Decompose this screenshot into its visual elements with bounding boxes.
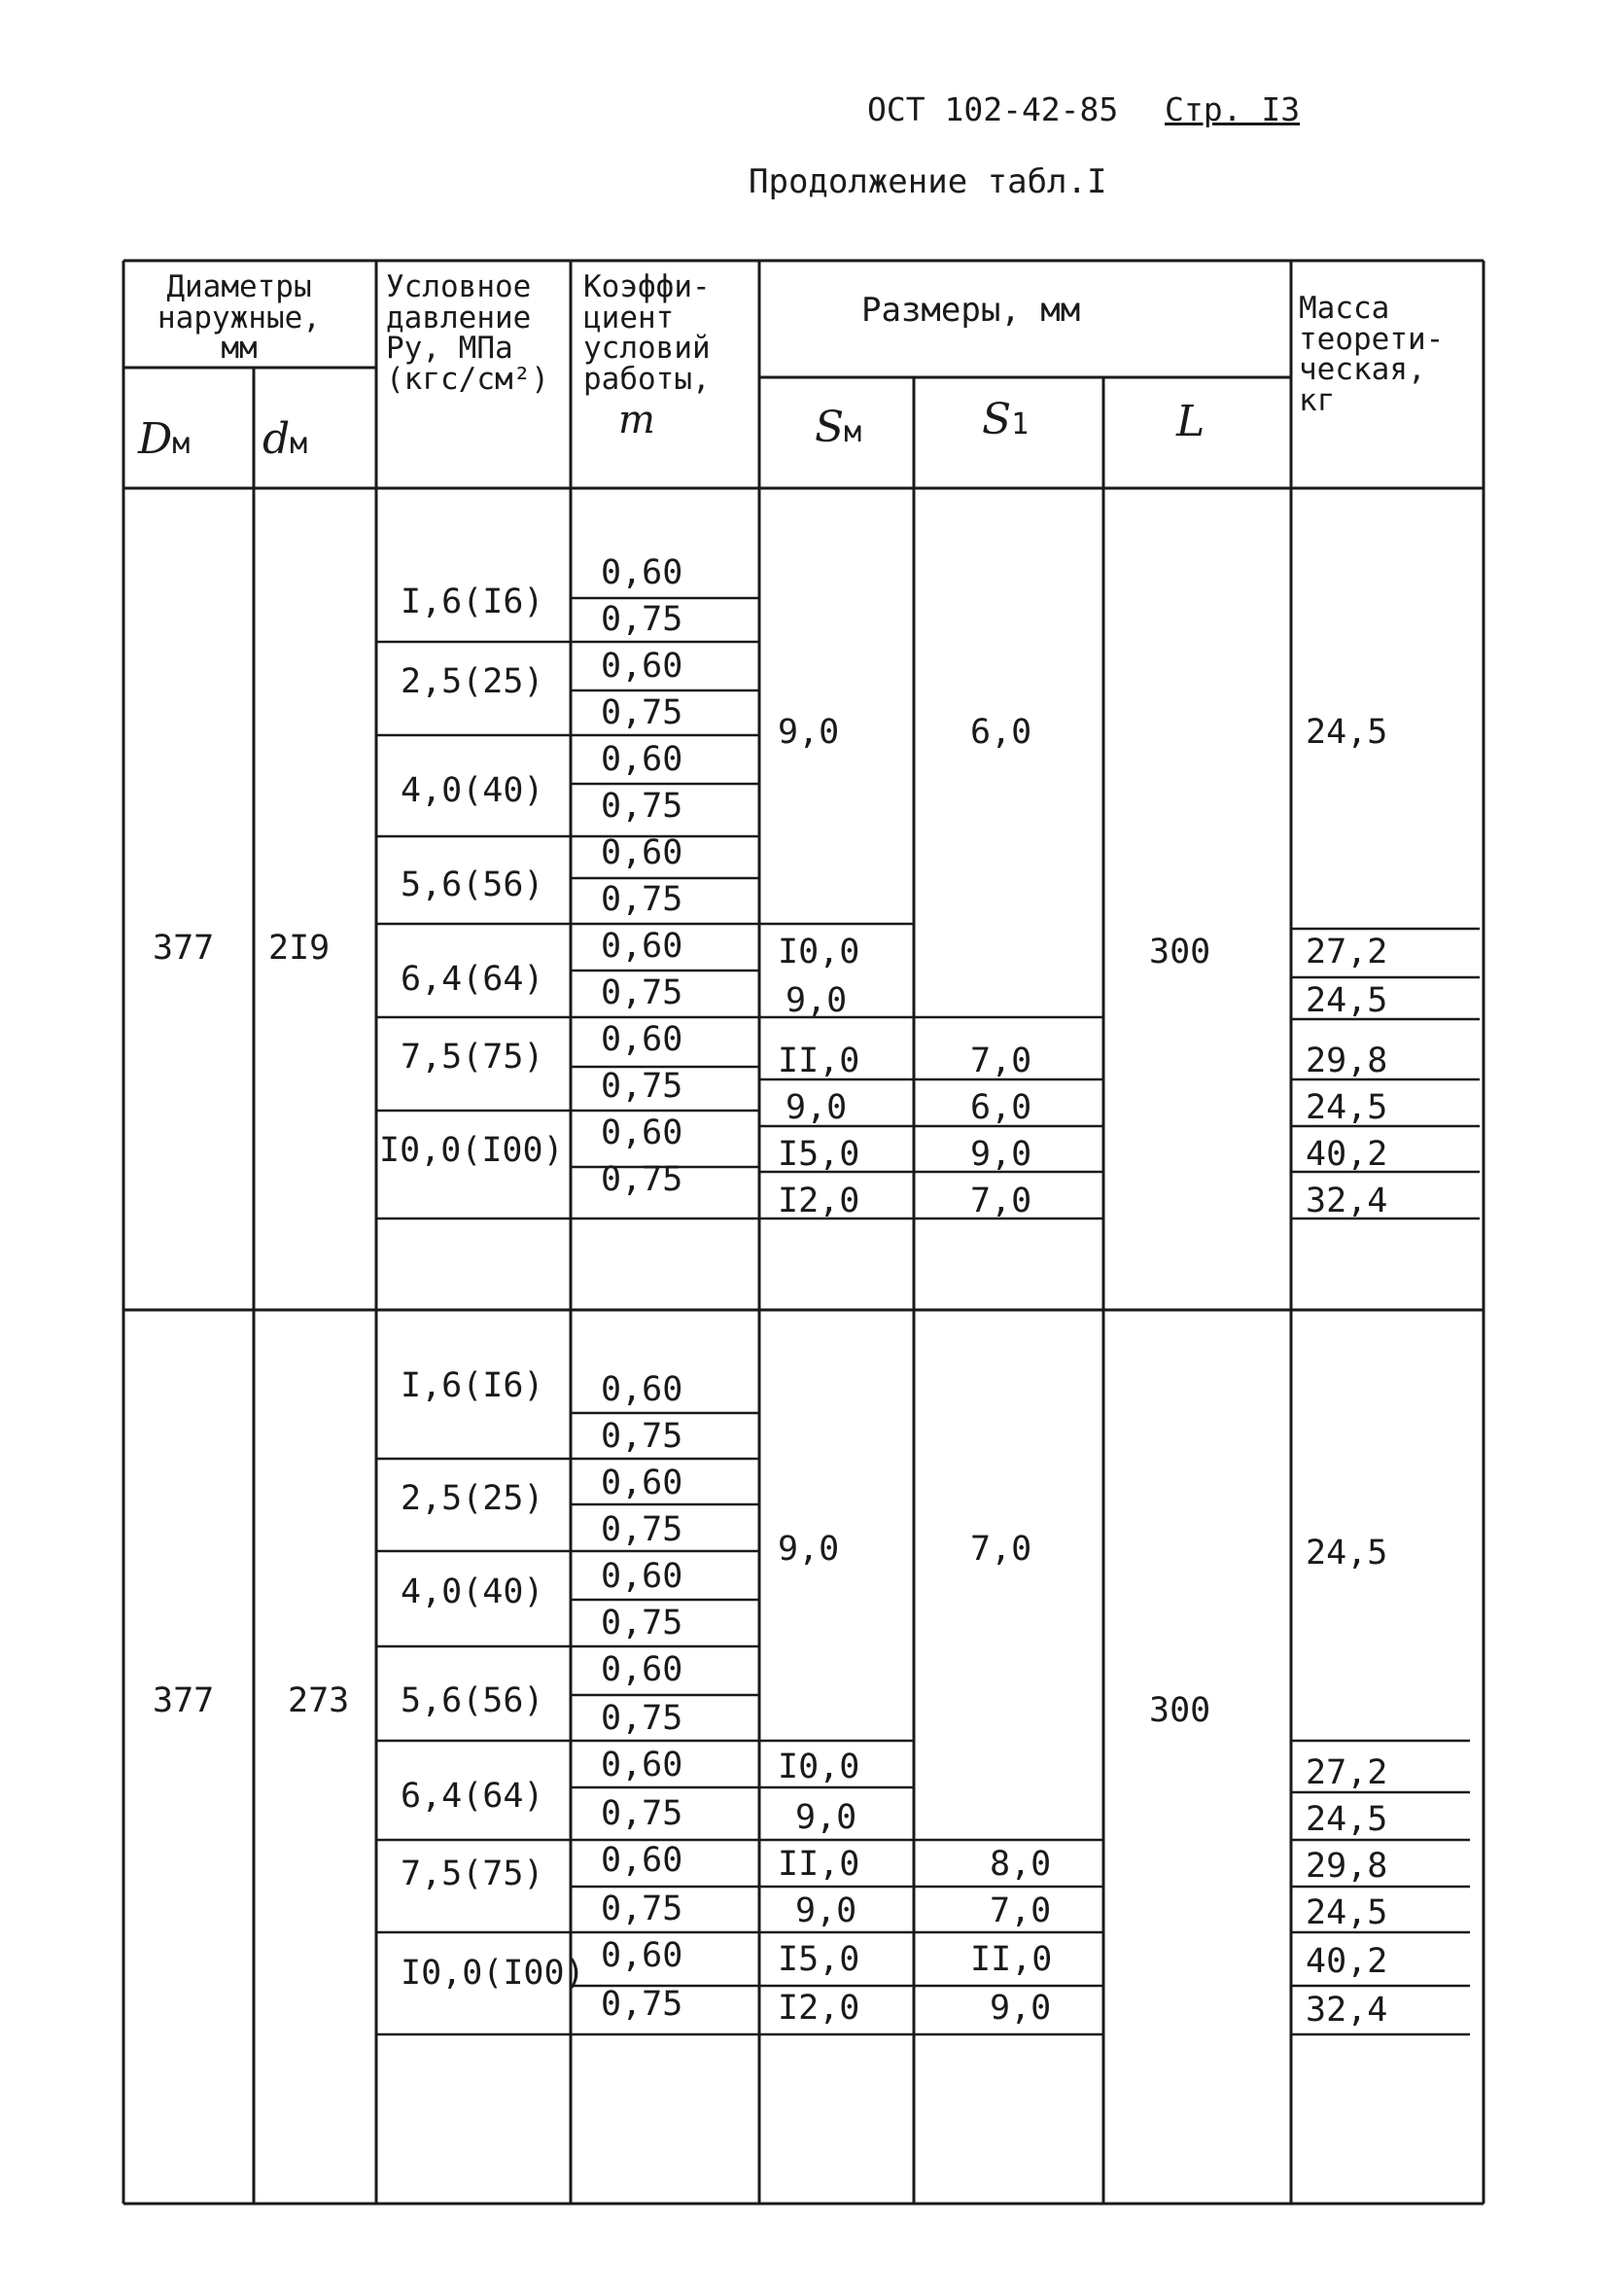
block1-m: 0,60 bbox=[601, 1020, 683, 1059]
block2-sm: I5,0 bbox=[778, 1940, 860, 1979]
block2-m: 0,75 bbox=[601, 1699, 683, 1738]
block1-mass: 24,5 bbox=[1306, 1088, 1388, 1127]
block2-mass: 40,2 bbox=[1306, 1942, 1388, 1981]
block2-mass: 32,4 bbox=[1306, 1991, 1388, 2030]
header-S-1: S1 bbox=[982, 395, 1030, 444]
block1-mass-merged: 24,5 bbox=[1306, 713, 1388, 752]
block1-mass: 27,2 bbox=[1306, 933, 1388, 971]
header-L: L bbox=[1176, 397, 1205, 446]
block2-mass: 24,5 bbox=[1306, 1800, 1388, 1839]
block1-m: 0,60 bbox=[601, 553, 683, 592]
header-coef-symbol: m bbox=[618, 398, 655, 442]
block1-pressure: I,6(I6) bbox=[401, 583, 544, 621]
block1-s1: 7,0 bbox=[970, 1182, 1032, 1220]
block2-d: 273 bbox=[288, 1681, 350, 1720]
block2-m: 0,60 bbox=[601, 1650, 683, 1689]
block1-m: 0,75 bbox=[601, 600, 683, 639]
block2-m: 0,75 bbox=[601, 1604, 683, 1643]
block1-m: 0,75 bbox=[601, 787, 683, 826]
block2-pressure: 5,6(56) bbox=[401, 1681, 544, 1720]
block2-s1: II,0 bbox=[970, 1940, 1053, 1979]
block2-mass: 27,2 bbox=[1306, 1753, 1388, 1792]
block2-m: 0,60 bbox=[601, 1370, 683, 1409]
block2-m: 0,60 bbox=[601, 1464, 683, 1502]
block1-d: 2I9 bbox=[268, 929, 331, 968]
header-mass: Масса теорети- ческая, кг bbox=[1299, 291, 1445, 418]
block1-mass: 24,5 bbox=[1306, 981, 1388, 1020]
block1-pressure: 6,4(64) bbox=[401, 960, 544, 999]
block1-mass: 40,2 bbox=[1306, 1135, 1388, 1174]
block1-sm: II,0 bbox=[778, 1042, 860, 1080]
block1-D: 377 bbox=[153, 929, 215, 968]
block2-m: 0,60 bbox=[601, 1746, 683, 1784]
header-S-m: Sм bbox=[815, 403, 862, 452]
block1-m: 0,75 bbox=[601, 1067, 683, 1106]
block2-pressure: 4,0(40) bbox=[401, 1572, 544, 1611]
block2-sm: II,0 bbox=[778, 1845, 860, 1884]
block1-sm: I0,0 bbox=[778, 933, 860, 971]
block1-sm-merged: 9,0 bbox=[778, 713, 840, 752]
block1-pressure: 7,5(75) bbox=[401, 1038, 544, 1077]
block1-s1: 7,0 bbox=[970, 1042, 1032, 1080]
block2-s1: 7,0 bbox=[990, 1891, 1052, 1930]
block2-mass-merged: 24,5 bbox=[1306, 1534, 1388, 1572]
block1-sm: 9,0 bbox=[786, 1088, 848, 1127]
block1-sm: I2,0 bbox=[778, 1182, 860, 1220]
block2-pressure: 6,4(64) bbox=[401, 1777, 544, 1816]
block2-D: 377 bbox=[153, 1681, 215, 1720]
block2-pressure: 7,5(75) bbox=[401, 1854, 544, 1893]
block2-mass: 24,5 bbox=[1306, 1893, 1388, 1932]
block2-m: 0,60 bbox=[601, 1557, 683, 1596]
block1-pressure: 4,0(40) bbox=[401, 771, 544, 810]
block1-pressure: 5,6(56) bbox=[401, 865, 544, 904]
block1-m: 0,60 bbox=[601, 647, 683, 686]
block2-m: 0,75 bbox=[601, 1794, 683, 1833]
block2-pressure: I0,0(I00) bbox=[401, 1954, 585, 1993]
block2-m: 0,75 bbox=[601, 1890, 683, 1928]
block1-s1: 6,0 bbox=[970, 1088, 1032, 1127]
header-diameters: Диаметры наружные, мм bbox=[157, 269, 321, 367]
block2-sm-merged: 9,0 bbox=[778, 1530, 840, 1569]
block1-sm: 9,0 bbox=[786, 981, 848, 1020]
header-sizes: Размеры, мм bbox=[861, 291, 1081, 330]
block2-m: 0,60 bbox=[601, 1936, 683, 1975]
block1-pressure: 2,5(25) bbox=[401, 662, 544, 701]
block1-L: 300 bbox=[1149, 933, 1211, 971]
block2-sm: I0,0 bbox=[778, 1748, 860, 1786]
block1-m: 0,60 bbox=[601, 927, 683, 966]
block2-L: 300 bbox=[1149, 1691, 1211, 1730]
block1-sm: I5,0 bbox=[778, 1135, 860, 1174]
block2-sm: 9,0 bbox=[795, 1891, 857, 1930]
header-d-inner: dм bbox=[262, 414, 308, 464]
block2-s1-merged: 7,0 bbox=[970, 1530, 1032, 1569]
block2-m: 0,60 bbox=[601, 1841, 683, 1880]
header-pressure: Условное давление Ру, МПа (кгс/см²) bbox=[386, 269, 549, 397]
block1-m: 0,75 bbox=[601, 880, 683, 919]
table-continuation-caption: Продолжение табл.I bbox=[749, 162, 1107, 201]
block2-pressure: I,6(I6) bbox=[401, 1366, 544, 1405]
block1-m: 0,75 bbox=[601, 693, 683, 732]
block1-m: 0,60 bbox=[601, 740, 683, 779]
block2-sm: 9,0 bbox=[795, 1798, 857, 1837]
header-D-outer: Dм bbox=[138, 414, 191, 464]
block1-m: 0,60 bbox=[601, 1113, 683, 1152]
page-number: Стр. I3 bbox=[1165, 90, 1301, 128]
block1-s1: 9,0 bbox=[970, 1135, 1032, 1174]
block2-sm: I2,0 bbox=[778, 1989, 860, 2028]
block2-m: 0,75 bbox=[601, 1417, 683, 1456]
block1-mass: 32,4 bbox=[1306, 1182, 1388, 1220]
block2-mass: 29,8 bbox=[1306, 1847, 1388, 1886]
block1-m: 0,75 bbox=[601, 1160, 683, 1199]
block1-m: 0,60 bbox=[601, 833, 683, 872]
header-coefficient: Коэффи- циент условий работы, bbox=[583, 269, 711, 397]
block1-mass: 29,8 bbox=[1306, 1042, 1388, 1080]
block1-s1-merged: 6,0 bbox=[970, 713, 1032, 752]
block1-m: 0,75 bbox=[601, 973, 683, 1012]
block2-s1: 9,0 bbox=[990, 1989, 1052, 2028]
block2-m: 0,75 bbox=[601, 1985, 683, 2024]
standard-code: ОСТ 102-42-85 bbox=[867, 90, 1119, 128]
block2-s1: 8,0 bbox=[990, 1845, 1052, 1884]
block2-m: 0,75 bbox=[601, 1510, 683, 1549]
block1-pressure: I0,0(I00) bbox=[379, 1131, 564, 1170]
block2-pressure: 2,5(25) bbox=[401, 1479, 544, 1518]
